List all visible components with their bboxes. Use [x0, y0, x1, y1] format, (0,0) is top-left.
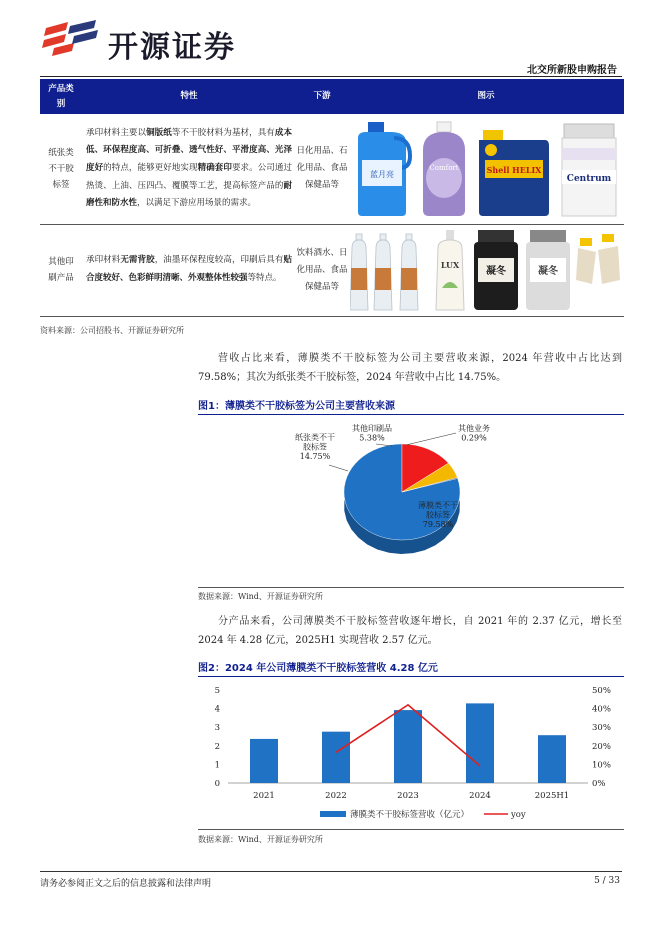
table-header-row: [40, 79, 624, 114]
header-downstream: 下游: [296, 79, 348, 114]
row-features: [82, 224, 296, 316]
figure-1-bottom-rule: [198, 587, 624, 588]
y-right-tick-label: 30%: [592, 723, 611, 734]
brand-label: 凝冬: [538, 266, 558, 277]
y-right-tick-label: 20%: [592, 741, 611, 752]
figure-1-title: 图1：薄膜类不干胶标签为公司主要营收来源: [198, 401, 395, 412]
pie-leader-line: [406, 433, 456, 445]
row-downstream: 日化用品、石化用品、食品保健品等: [296, 114, 348, 224]
revenue-bar: [322, 732, 350, 783]
feature-highlight: 无需背胶: [120, 255, 155, 266]
y-right-tick-label: 0%: [592, 779, 606, 789]
x-tick-label: 2025H1: [534, 791, 570, 801]
feature-text: ，以满足下游应用场景的需求。: [137, 198, 257, 209]
feature-text: 等特点。: [247, 273, 282, 283]
brand-label: Centrum: [566, 173, 612, 184]
pie-chart: [198, 416, 624, 582]
pie-label-other-print: 其他印刷品 5.38%: [352, 424, 392, 443]
page-number: 5 / 33: [594, 876, 620, 886]
feature-text: 承印材料主要以: [86, 127, 147, 138]
softener-bottle-image: [417, 120, 471, 218]
brand-label: 蓝月亮: [370, 169, 394, 179]
y-right-tick-label: 40%: [592, 704, 611, 715]
y-right-tick-label: 10%: [592, 760, 611, 771]
vitamin-bottle-image: [556, 120, 622, 218]
legend-bar-label: 薄膜类不干胶标签营收（亿元）: [350, 810, 470, 820]
company-logo: [40, 18, 102, 60]
product-table: [40, 79, 624, 317]
row-features: [82, 114, 296, 224]
coffee-can-image-2: [522, 228, 574, 312]
revenue-bar: [394, 710, 422, 783]
header-divider: [40, 76, 622, 77]
coffee-can-image-1: [470, 228, 522, 312]
x-tick-label: 2024: [469, 791, 491, 801]
feature-highlight: 成本低、环保程度高、可折叠、透气性好、平滑度高、光泽度好: [86, 127, 292, 173]
water-bottles-image: [350, 228, 430, 312]
revenue-bar: [250, 739, 278, 783]
figure-1-source: 数据来源：Wind、开源证券研究所: [198, 592, 323, 601]
feature-highlight: 铜版纸: [146, 127, 172, 138]
lotion-bottle-image: [430, 228, 470, 312]
figure-2-title: 图2：2024 年公司薄膜类不干胶标签营收 4.28 亿元: [198, 663, 438, 674]
row-downstream: 饮料酒水、日化用品、食品保健品等: [296, 224, 348, 316]
x-tick-label: 2021: [253, 791, 275, 801]
feature-text: ，油墨环保程度较高，印刷后具有: [154, 255, 284, 266]
feature-highlight: 贴合度较好、色彩鲜明清晰、外观整体性较强: [86, 255, 292, 283]
logo-mark-icon: [40, 18, 102, 60]
pie-label-film: 薄膜类不干胶标签 79.58%: [418, 501, 458, 529]
footer-disclaimer: 请务必参阅正文之后的信息披露和法律声明: [40, 879, 212, 889]
y-left-tick-label: 1: [214, 760, 220, 771]
row-category: 其他印刷产品: [40, 224, 82, 316]
y-left-tick-label: 0: [214, 779, 220, 789]
revenue-bar: [466, 703, 494, 783]
row-images: [348, 114, 624, 224]
feature-text: 等不干胶材料为基材，具有: [171, 127, 275, 138]
report-type: 北交所新股申购报告: [527, 65, 617, 76]
row-category: 纸张类不干胶标签: [40, 114, 82, 224]
table-row: [40, 114, 624, 224]
tea-bags-image: [574, 228, 622, 312]
bar-line-chart: [198, 678, 624, 828]
chart-legend: [320, 809, 526, 820]
brand-label: Comfort: [429, 163, 459, 172]
brand-label: 凝冬: [486, 266, 506, 277]
table-source: 资料来源：公司招股书、开源证券研究所: [40, 326, 184, 335]
company-name: 开源证券: [108, 30, 236, 65]
revenue-bar: [538, 735, 566, 783]
y-right-tick-label: 50%: [592, 686, 611, 696]
feature-text: 要求。公司通过热烫、上油、压四凸、覆膜等工艺，提高标签产品的: [86, 162, 292, 191]
brand-label: LUX: [440, 260, 460, 270]
header-features: 特性: [82, 79, 296, 114]
table-row: [40, 224, 624, 316]
engine-oil-image: [475, 120, 553, 218]
y-left-tick-label: 3: [214, 723, 220, 734]
pie-label-other-business: 其他业务 0.29%: [458, 424, 490, 443]
feature-highlight: 耐磨性和防水性: [86, 180, 292, 209]
feature-text: 承印材料: [86, 255, 121, 266]
feature-text: 的特点，能够更好地实现: [103, 162, 198, 173]
detergent-bottle-image: [350, 120, 414, 218]
figure-1-top-rule: [198, 414, 624, 415]
brand-label: Shell HELIX: [486, 164, 542, 175]
header-images: 图示: [348, 79, 624, 114]
paragraph-2: 分产品来看，公司薄膜类不干胶标签营收逐年增长，自 2021 年的 2.37 亿元，增长至 2024 年 4.28 亿元，2025H1 实现营收 2.57 亿元。: [198, 616, 622, 646]
y-left-tick-label: 4: [214, 704, 220, 715]
chart-bars: [250, 703, 566, 783]
figure-2-source: 数据来源：Wind、开源证券研究所: [198, 835, 323, 844]
footer-divider: [40, 871, 622, 872]
x-tick-label: 2022: [325, 791, 347, 801]
legend-line-label: yoy: [511, 810, 526, 820]
row-images: [348, 224, 624, 316]
pie-label-paper: 纸张类不干胶标签 14.75%: [295, 433, 335, 461]
x-tick-label: 2023: [397, 791, 419, 801]
pie-leader-line: [329, 465, 348, 471]
y-left-tick-label: 5: [214, 686, 220, 696]
figure-2-top-rule: [198, 676, 624, 677]
feature-highlight: 精确套印: [197, 162, 232, 173]
figure-2-bottom-rule: [198, 829, 624, 830]
header-category: 产品类别: [40, 79, 82, 114]
legend-bar-swatch: [320, 811, 346, 817]
paragraph-1: 营收占比来看，薄膜类不干胶标签为公司主要营收来源，2024 年营收中占比达到 79.58%；其次为纸张类不干胶标签，2024 年营收中占比 14.75%。: [198, 353, 622, 383]
y-left-tick-label: 2: [214, 741, 220, 752]
